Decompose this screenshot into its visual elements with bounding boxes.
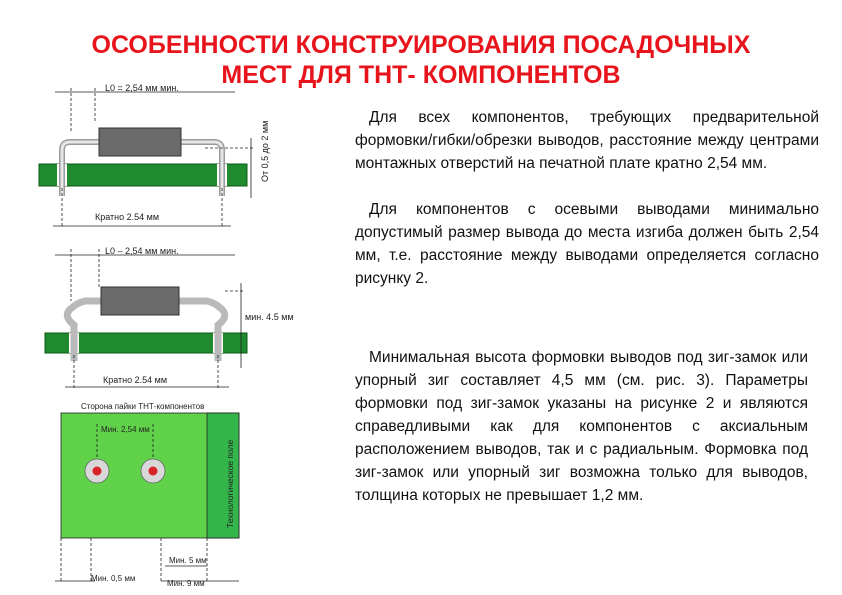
fig2-height-label: мин. 4.5 мм — [245, 312, 294, 322]
title-line-2: МЕСТ ДЛЯ ТНТ- КОМПОНЕНТОВ — [221, 61, 621, 89]
fig3-min5: Мин. 5 мм — [169, 556, 207, 565]
fig3-caption: Сторона пайки ТНТ-компонентов — [81, 402, 205, 411]
title-line-1: ОСОБЕННОСТИ КОНСТРУИРОВАНИЯ ПОСАДОЧНЫХ — [91, 31, 751, 59]
paragraph-2: Для компонентов с осевыми выводами минимально допустимый размер вывода до места изгиба должен быть 2,54 мм, т.е. расстояние между выводами определяется согласно рисунку 2. — [355, 201, 819, 287]
fig2-pitch-label: Кратно 2.54 мм — [103, 375, 168, 385]
fig3-min-pitch: Мин. 2,54 мм — [101, 425, 150, 434]
figure-lead-forming-1 — [25, 78, 285, 238]
figure-board-solder-side — [55, 400, 255, 590]
fig2-l0-label: L0 – 2,54 мм мин. — [105, 246, 179, 256]
fig1-height-label: От 0,5 до 2 мм — [260, 120, 270, 182]
fig1-component-body — [99, 128, 181, 156]
paragraph-1: Для всех компонентов, требующих предварительной формовки/гибки/обрезки выводов, расстояние между центрами монтажных отверстий на печатной плате кратно 2,54 мм. — [355, 109, 819, 172]
fig2-component-body — [101, 287, 179, 315]
fig3-min05: Мин. 0,5 мм — [91, 574, 136, 583]
fig3-tech-field-label: Технологическое поле — [225, 439, 235, 528]
fig1-pitch-label: Кратно 2.54 мм — [95, 212, 160, 222]
fig1-pcb — [39, 164, 247, 186]
fig1-l0-label: L0 = 2,54 мм мин. — [105, 83, 179, 93]
paragraph-3: Минимальная высота формовки выводов под зиг-замок или упорный зиг составляет 4,5 мм (см. рис. 3). Параметры формовки под зиг-замок указаны на рисунке 2 и являются справедливыми как для компонентов с аксиальным расположением выводов, так и с радиальным. Формовка под зиг-замок или упорный зиг возможна только для выводов, толщина которых не превышает 1,2 мм. — [355, 349, 808, 504]
fig3-min9: Мин. 9 мм — [167, 579, 205, 588]
figure-lead-forming-2 — [25, 243, 315, 393]
